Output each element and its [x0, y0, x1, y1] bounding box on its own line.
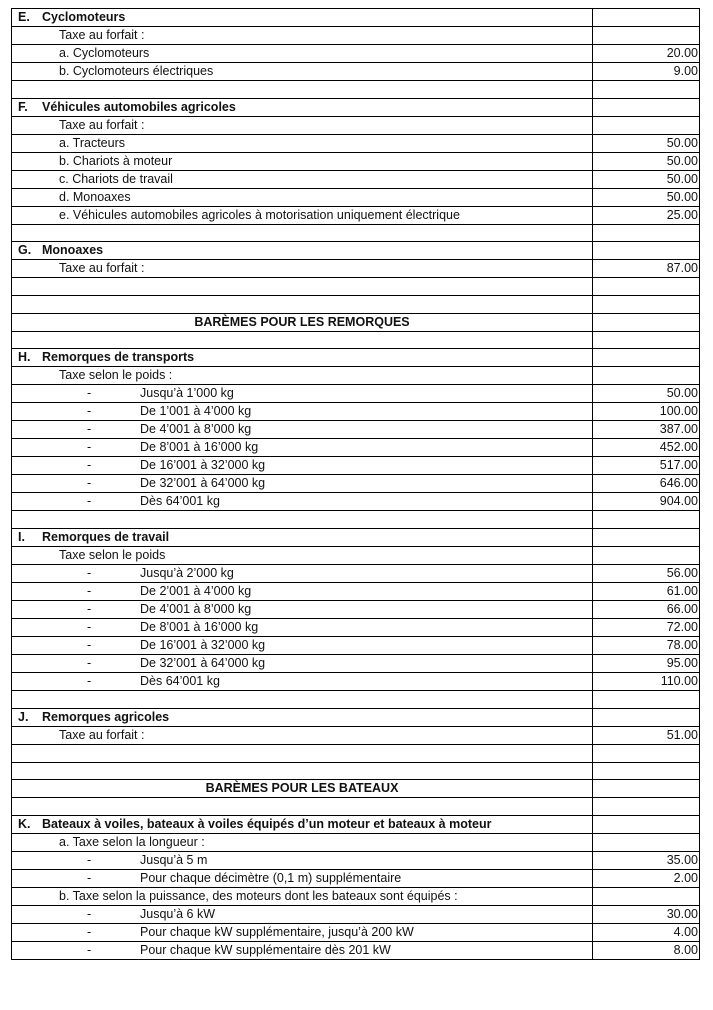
- label-cell: [12, 673, 593, 691]
- label-cell: [12, 313, 593, 331]
- table-row: [12, 457, 700, 475]
- table-row: [12, 367, 700, 385]
- row-label: a. Tracteurs: [59, 135, 125, 150]
- label-cell: [12, 278, 593, 296]
- section-title: Remorques agricoles: [42, 709, 170, 724]
- label-cell: [12, 27, 593, 45]
- table-body: [12, 9, 700, 960]
- row-label: Taxe selon le poids :: [59, 368, 173, 383]
- amount-value: 95.00: [666, 656, 698, 671]
- row-label: b. Cyclomoteurs électriques: [59, 64, 214, 78]
- label-cell: [12, 708, 593, 726]
- amount-cell: [593, 691, 700, 709]
- amount-cell: [593, 905, 700, 923]
- row-label: Dès 64’001 kg: [140, 674, 220, 689]
- section-heading-row: [12, 313, 700, 331]
- amount-cell: [593, 116, 700, 134]
- label-cell: [12, 655, 593, 673]
- amount-cell: [593, 493, 700, 511]
- table-row: [12, 583, 700, 601]
- label-cell: [12, 242, 593, 260]
- section-title-row: [12, 529, 700, 547]
- label-cell: [12, 367, 593, 385]
- amount-cell: [593, 815, 700, 833]
- section-title-row: [12, 708, 700, 726]
- amount-value: 517.00: [659, 458, 698, 473]
- amount-value: 72.00: [666, 620, 698, 635]
- label-cell: [12, 170, 593, 188]
- label-cell: [12, 206, 593, 224]
- table-row: [12, 439, 700, 457]
- table-row: [12, 619, 700, 637]
- amount-cell: [593, 673, 700, 691]
- section-title-row: [12, 9, 700, 27]
- section-letter: J.: [18, 709, 29, 724]
- blank-row: [12, 224, 700, 242]
- row-label: De 16’001 à 32’000 kg: [140, 458, 266, 473]
- bullet-dash: -: [87, 584, 92, 599]
- row-label: a. Taxe selon la longueur :: [59, 834, 205, 849]
- label-cell: [12, 421, 593, 439]
- blank-row: [12, 81, 700, 99]
- amount-cell: [593, 170, 700, 188]
- amount-value: 4.00: [673, 924, 698, 939]
- amount-cell: [593, 798, 700, 816]
- section-letter: E.: [18, 10, 30, 24]
- row-label: d. Monoaxes: [59, 189, 131, 204]
- row-label: Jusqu’à 2’000 kg: [140, 566, 234, 581]
- label-cell: [12, 98, 593, 116]
- amount-value: 110.00: [660, 674, 698, 689]
- blank-row: [12, 331, 700, 349]
- label-cell: [12, 188, 593, 206]
- row-label: Taxe au forfait :: [59, 727, 145, 742]
- amount-value: 30.00: [666, 906, 698, 921]
- amount-value: 9.00: [673, 64, 698, 78]
- row-label: e. Véhicules automobiles agricoles à motorisation uniquement électrique: [59, 207, 460, 222]
- amount-value: 50.00: [666, 171, 698, 186]
- amount-value: 50.00: [666, 189, 698, 204]
- amount-value: 50.00: [666, 135, 698, 150]
- amount-cell: [593, 367, 700, 385]
- bullet-dash: -: [87, 476, 92, 491]
- section-letter: I.: [18, 530, 25, 545]
- row-label: De 32’001 à 64’000 kg: [140, 476, 266, 491]
- amount-cell: [593, 655, 700, 673]
- label-cell: [12, 923, 593, 941]
- tariff-table: [11, 8, 699, 998]
- table-row: [12, 726, 700, 744]
- label-cell: [12, 385, 593, 403]
- amount-cell: [593, 134, 700, 152]
- label-cell: [12, 869, 593, 887]
- section-heading: BARÈMES POUR LES BATEAUX: [205, 781, 399, 796]
- label-cell: [12, 439, 593, 457]
- label-cell: [12, 260, 593, 278]
- amount-value: 78.00: [666, 638, 698, 653]
- amount-value: 100.00: [659, 404, 698, 419]
- label-cell: [12, 583, 593, 601]
- table-row: [12, 206, 700, 224]
- table-row: [12, 27, 700, 45]
- amount-cell: [593, 762, 700, 780]
- amount-value: 51.00: [666, 727, 698, 742]
- table-row: [12, 421, 700, 439]
- label-cell: [12, 475, 593, 493]
- amount-value: 8.00: [673, 942, 698, 957]
- label-cell: [12, 116, 593, 134]
- blank-row: [12, 744, 700, 762]
- section-title: Remorques de transports: [42, 350, 195, 365]
- amount-cell: [593, 475, 700, 493]
- label-cell: [12, 331, 593, 349]
- bullet-dash: -: [87, 870, 92, 885]
- blank-row: [12, 511, 700, 529]
- table-row: [12, 260, 700, 278]
- amount-cell: [593, 9, 700, 27]
- blank-row: [12, 762, 700, 780]
- section-heading: BARÈMES POUR LES REMORQUES: [194, 314, 410, 329]
- row-label: Taxe au forfait :: [59, 117, 145, 132]
- amount-cell: [593, 708, 700, 726]
- amount-value: 35.00: [666, 852, 698, 867]
- row-label: c. Chariots de travail: [59, 171, 173, 186]
- label-cell: [12, 601, 593, 619]
- amount-cell: [593, 242, 700, 260]
- table-row: [12, 941, 700, 959]
- table-row: [12, 188, 700, 206]
- table-row: [12, 475, 700, 493]
- label-cell: [12, 691, 593, 709]
- label-cell: [12, 780, 593, 798]
- label-cell: [12, 798, 593, 816]
- bullet-dash: -: [87, 458, 92, 473]
- bullet-dash: -: [87, 638, 92, 653]
- amount-cell: [593, 869, 700, 887]
- row-label: De 8’001 à 16’000 kg: [140, 440, 259, 455]
- amount-value: 646.00: [659, 476, 698, 491]
- label-cell: [12, 403, 593, 421]
- row-label: De 16’001 à 32’000 kg: [140, 638, 266, 653]
- blank-row: [12, 798, 700, 816]
- table-row: [12, 905, 700, 923]
- row-label: De 4’001 à 8’000 kg: [140, 422, 252, 437]
- label-cell: [12, 63, 593, 81]
- amount-cell: [593, 744, 700, 762]
- section-title: Bateaux à voiles, bateaux à voiles équipés d’un moteur et bateaux à moteur: [42, 816, 492, 831]
- section-title-row: [12, 242, 700, 260]
- label-cell: [12, 637, 593, 655]
- row-label: Taxe au forfait :: [59, 261, 145, 276]
- row-label: b. Taxe selon la puissance, des moteurs dont les bateaux sont équipés :: [59, 888, 458, 903]
- table-row: [12, 637, 700, 655]
- row-label: De 8’001 à 16’000 kg: [140, 620, 259, 635]
- tariff-grid: [11, 8, 700, 960]
- row-label: De 4’001 à 8’000 kg: [140, 602, 252, 617]
- amount-cell: [593, 403, 700, 421]
- row-label: Taxe selon le poids: [59, 548, 166, 563]
- bullet-dash: -: [87, 674, 92, 689]
- bullet-dash: -: [87, 620, 92, 635]
- label-cell: [12, 619, 593, 637]
- amount-cell: [593, 583, 700, 601]
- row-label: De 32’001 à 64’000 kg: [140, 656, 266, 671]
- label-cell: [12, 833, 593, 851]
- bullet-dash: -: [87, 386, 92, 401]
- row-label: Pour chaque décimètre (0,1 m) supplémentaire: [140, 870, 402, 885]
- row-label: Taxe au forfait :: [59, 28, 145, 42]
- label-cell: [12, 152, 593, 170]
- label-cell: [12, 45, 593, 63]
- amount-cell: [593, 98, 700, 116]
- row-label: b. Chariots à moteur: [59, 153, 173, 168]
- bullet-dash: -: [87, 942, 92, 957]
- section-letter: F.: [18, 99, 28, 114]
- amount-cell: [593, 601, 700, 619]
- table-row: [12, 851, 700, 869]
- label-cell: [12, 744, 593, 762]
- row-label: Dès 64’001 kg: [140, 494, 220, 509]
- row-label: De 2’001 à 4’000 kg: [140, 584, 252, 599]
- label-cell: [12, 905, 593, 923]
- row-label: a. Cyclomoteurs: [59, 46, 150, 60]
- bullet-dash: -: [87, 404, 92, 419]
- amount-cell: [593, 296, 700, 314]
- amount-value: 387.00: [659, 422, 698, 437]
- bullet-dash: -: [87, 494, 92, 509]
- amount-cell: [593, 833, 700, 851]
- amount-value: 56.00: [666, 566, 698, 581]
- amount-cell: [593, 439, 700, 457]
- blank-row: [12, 278, 700, 296]
- amount-cell: [593, 923, 700, 941]
- amount-cell: [593, 331, 700, 349]
- amount-cell: [593, 278, 700, 296]
- amount-cell: [593, 511, 700, 529]
- label-cell: [12, 457, 593, 475]
- label-cell: [12, 762, 593, 780]
- section-title: Monoaxes: [42, 243, 104, 258]
- table-row: [12, 547, 700, 565]
- table-row: [12, 385, 700, 403]
- section-heading-row: [12, 780, 700, 798]
- bullet-dash: -: [87, 906, 92, 921]
- section-title: Remorques de travail: [42, 530, 170, 545]
- label-cell: [12, 511, 593, 529]
- amount-value: 25.00: [666, 207, 698, 222]
- bullet-dash: -: [87, 924, 92, 939]
- label-cell: [12, 9, 593, 27]
- bullet-dash: -: [87, 422, 92, 437]
- amount-cell: [593, 188, 700, 206]
- amount-cell: [593, 637, 700, 655]
- blank-row: [12, 296, 700, 314]
- label-cell: [12, 941, 593, 959]
- label-cell: [12, 851, 593, 869]
- table-row: [12, 655, 700, 673]
- section-title: Cyclomoteurs: [42, 10, 126, 24]
- amount-cell: [593, 260, 700, 278]
- table-row: [12, 403, 700, 421]
- table-row: [12, 673, 700, 691]
- amount-value: 20.00: [666, 46, 698, 60]
- amount-value: 66.00: [666, 602, 698, 617]
- bullet-dash: -: [87, 852, 92, 867]
- amount-value: 904.00: [659, 494, 698, 509]
- row-label: Pour chaque kW supplémentaire dès 201 kW: [140, 942, 391, 957]
- row-label: Jusqu’à 1’000 kg: [140, 386, 234, 401]
- bullet-dash: -: [87, 566, 92, 581]
- table-row: [12, 923, 700, 941]
- table-row: [12, 833, 700, 851]
- amount-value: 452.00: [659, 440, 698, 455]
- label-cell: [12, 726, 593, 744]
- table-row: [12, 63, 700, 81]
- row-label: Jusqu’à 6 kW: [140, 906, 216, 921]
- amount-cell: [593, 63, 700, 81]
- amount-value: 2.00: [673, 870, 698, 885]
- amount-cell: [593, 780, 700, 798]
- label-cell: [12, 887, 593, 905]
- label-cell: [12, 224, 593, 242]
- label-cell: [12, 134, 593, 152]
- amount-cell: [593, 349, 700, 367]
- amount-cell: [593, 619, 700, 637]
- section-title-row: [12, 98, 700, 116]
- amount-cell: [593, 941, 700, 959]
- label-cell: [12, 565, 593, 583]
- section-letter: K.: [18, 816, 31, 831]
- amount-value: 87.00: [666, 261, 698, 276]
- amount-cell: [593, 726, 700, 744]
- amount-value: 61.00: [666, 584, 698, 599]
- bullet-dash: -: [87, 440, 92, 455]
- section-letter: H.: [18, 350, 31, 365]
- section-letter: G.: [18, 243, 32, 258]
- section-title-row: [12, 815, 700, 833]
- table-row: [12, 601, 700, 619]
- label-cell: [12, 815, 593, 833]
- amount-cell: [593, 887, 700, 905]
- label-cell: [12, 296, 593, 314]
- table-row: [12, 170, 700, 188]
- amount-cell: [593, 565, 700, 583]
- row-label: Pour chaque kW supplémentaire, jusqu’à 200 kW: [140, 924, 414, 939]
- amount-value: 50.00: [666, 153, 698, 168]
- label-cell: [12, 349, 593, 367]
- amount-cell: [593, 152, 700, 170]
- bullet-dash: -: [87, 656, 92, 671]
- label-cell: [12, 547, 593, 565]
- row-label: Jusqu’à 5 m: [140, 852, 208, 867]
- amount-cell: [593, 385, 700, 403]
- table-row: [12, 869, 700, 887]
- table-row: [12, 45, 700, 63]
- table-row: [12, 152, 700, 170]
- amount-cell: [593, 224, 700, 242]
- table-row: [12, 565, 700, 583]
- table-row: [12, 116, 700, 134]
- label-cell: [12, 529, 593, 547]
- amount-cell: [593, 851, 700, 869]
- table-row: [12, 887, 700, 905]
- blank-row: [12, 691, 700, 709]
- label-cell: [12, 493, 593, 511]
- amount-cell: [593, 529, 700, 547]
- table-row: [12, 493, 700, 511]
- table-row: [12, 134, 700, 152]
- row-label: De 1’001 à 4’000 kg: [140, 404, 252, 419]
- amount-cell: [593, 27, 700, 45]
- amount-value: 50.00: [666, 386, 698, 401]
- label-cell: [12, 81, 593, 99]
- amount-cell: [593, 45, 700, 63]
- amount-cell: [593, 81, 700, 99]
- bullet-dash: -: [87, 602, 92, 617]
- section-title-row: [12, 349, 700, 367]
- amount-cell: [593, 206, 700, 224]
- amount-cell: [593, 547, 700, 565]
- amount-cell: [593, 457, 700, 475]
- amount-cell: [593, 421, 700, 439]
- section-title: Véhicules automobiles agricoles: [42, 99, 236, 114]
- amount-cell: [593, 313, 700, 331]
